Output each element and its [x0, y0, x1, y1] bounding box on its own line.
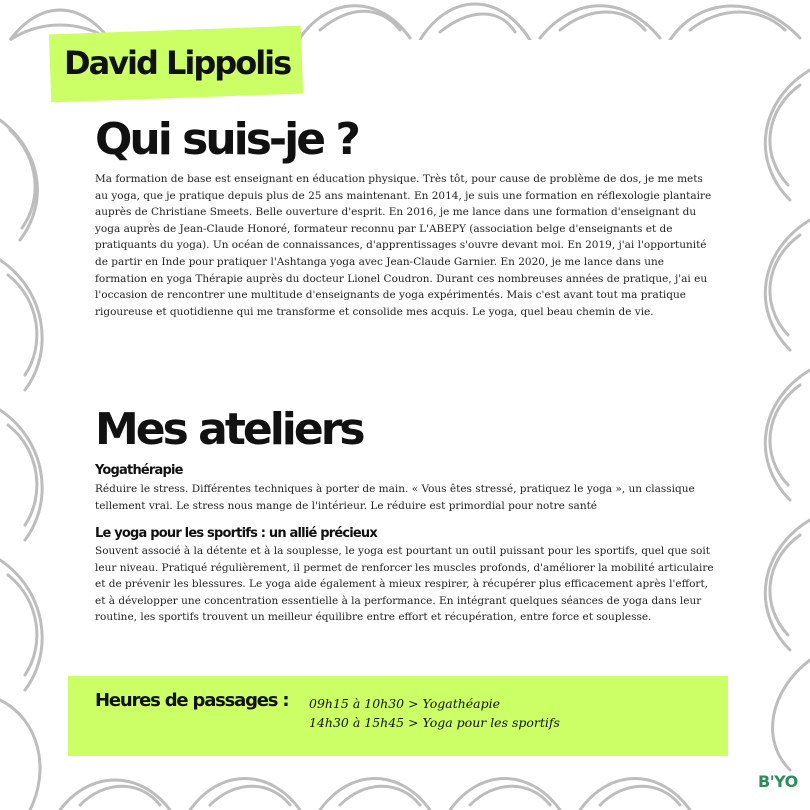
about-heading: Qui suis-je ? — [95, 114, 358, 165]
workshop-title-sportifs: Le yoga pour les sportifs : un allié précieux — [95, 526, 377, 541]
schedule-slot: 14h30 à 15h45 > Yoga pour les sportifs — [309, 715, 560, 730]
presenter-name: David Lippolis — [64, 44, 291, 82]
workshop-title-yogatherapie: Yogathérapie — [95, 463, 183, 478]
schedule-slot: 09h15 à 10h30 > Yogathéapie — [309, 696, 501, 711]
about-text: Ma formation de base est enseignant en éducation physique. Très tôt, pour cause de problème de dos, je me mets au yoga, que je pratique depuis plus de 25 ans maintenant. En 2014, je suis une formation en réflexologie plantaire auprès de Christiane Smeets. Belle ouverture d'esprit. En 2016, je me lance dans une formation d'enseignant du yoga auprès de Jean-Claude Honoré, formateur reconnu par L'ABEPY (association belge d'enseignants et de pratiquants du yoga). Un océan de connaissances, d'apprentissages s'ouvre devant moi. En 2019, j'ai l'opportunité de partir en Inde pour pratiquer l'Ashtanga yoga avec Jean-Claude Garnier. En 2020, je me lance dans une formation en yoga Thérapie auprès du docteur Lionel Coudron. Durant ces nombreuses années de pratique, j'ai eu l'occasion de rencontrer une multitude d'enseignants de yoga expérimentés. Mais c'est avant tout ma pratique rigoureuse et quotidienne qui me transforme et consolide mes acquis. Le yoga, quel beau chemin de vie. — [95, 173, 712, 318]
schedule-label: Heures de passages : — [95, 690, 289, 711]
brand-logo: B'YO — [758, 772, 798, 791]
workshop-text-sportifs: Souvent associé à la détente et à la souplesse, le yoga est pourtant un outil puissant pour les sportifs, quel que soit leur niveau. Pratiqué régulièrement, il permet de renforcer les muscles profonds, d'améliorer la mobilité articulaire et de prévenir les blessures. Le yoga aide également à mieux respirer, à récupérer plus efficacement après l'effort, et à développer une concentration essentielle à la performance. En intégrant quelques séances de yoga dans leur routine, les sportifs trouvent un meilleur équilibre entre effort et récupération, entre force et souplesse. — [95, 545, 714, 624]
workshop-text-yogatherapie: Réduire le stress. Différentes techniques à porter de main. « Vous êtes stressé, pratiquez le yoga », un classique tellement vrai. Le stress nous mange de l'intérieur. Le réduire est primordial pour notre santé — [95, 483, 695, 512]
workshops-heading: Mes ateliers — [95, 404, 363, 455]
